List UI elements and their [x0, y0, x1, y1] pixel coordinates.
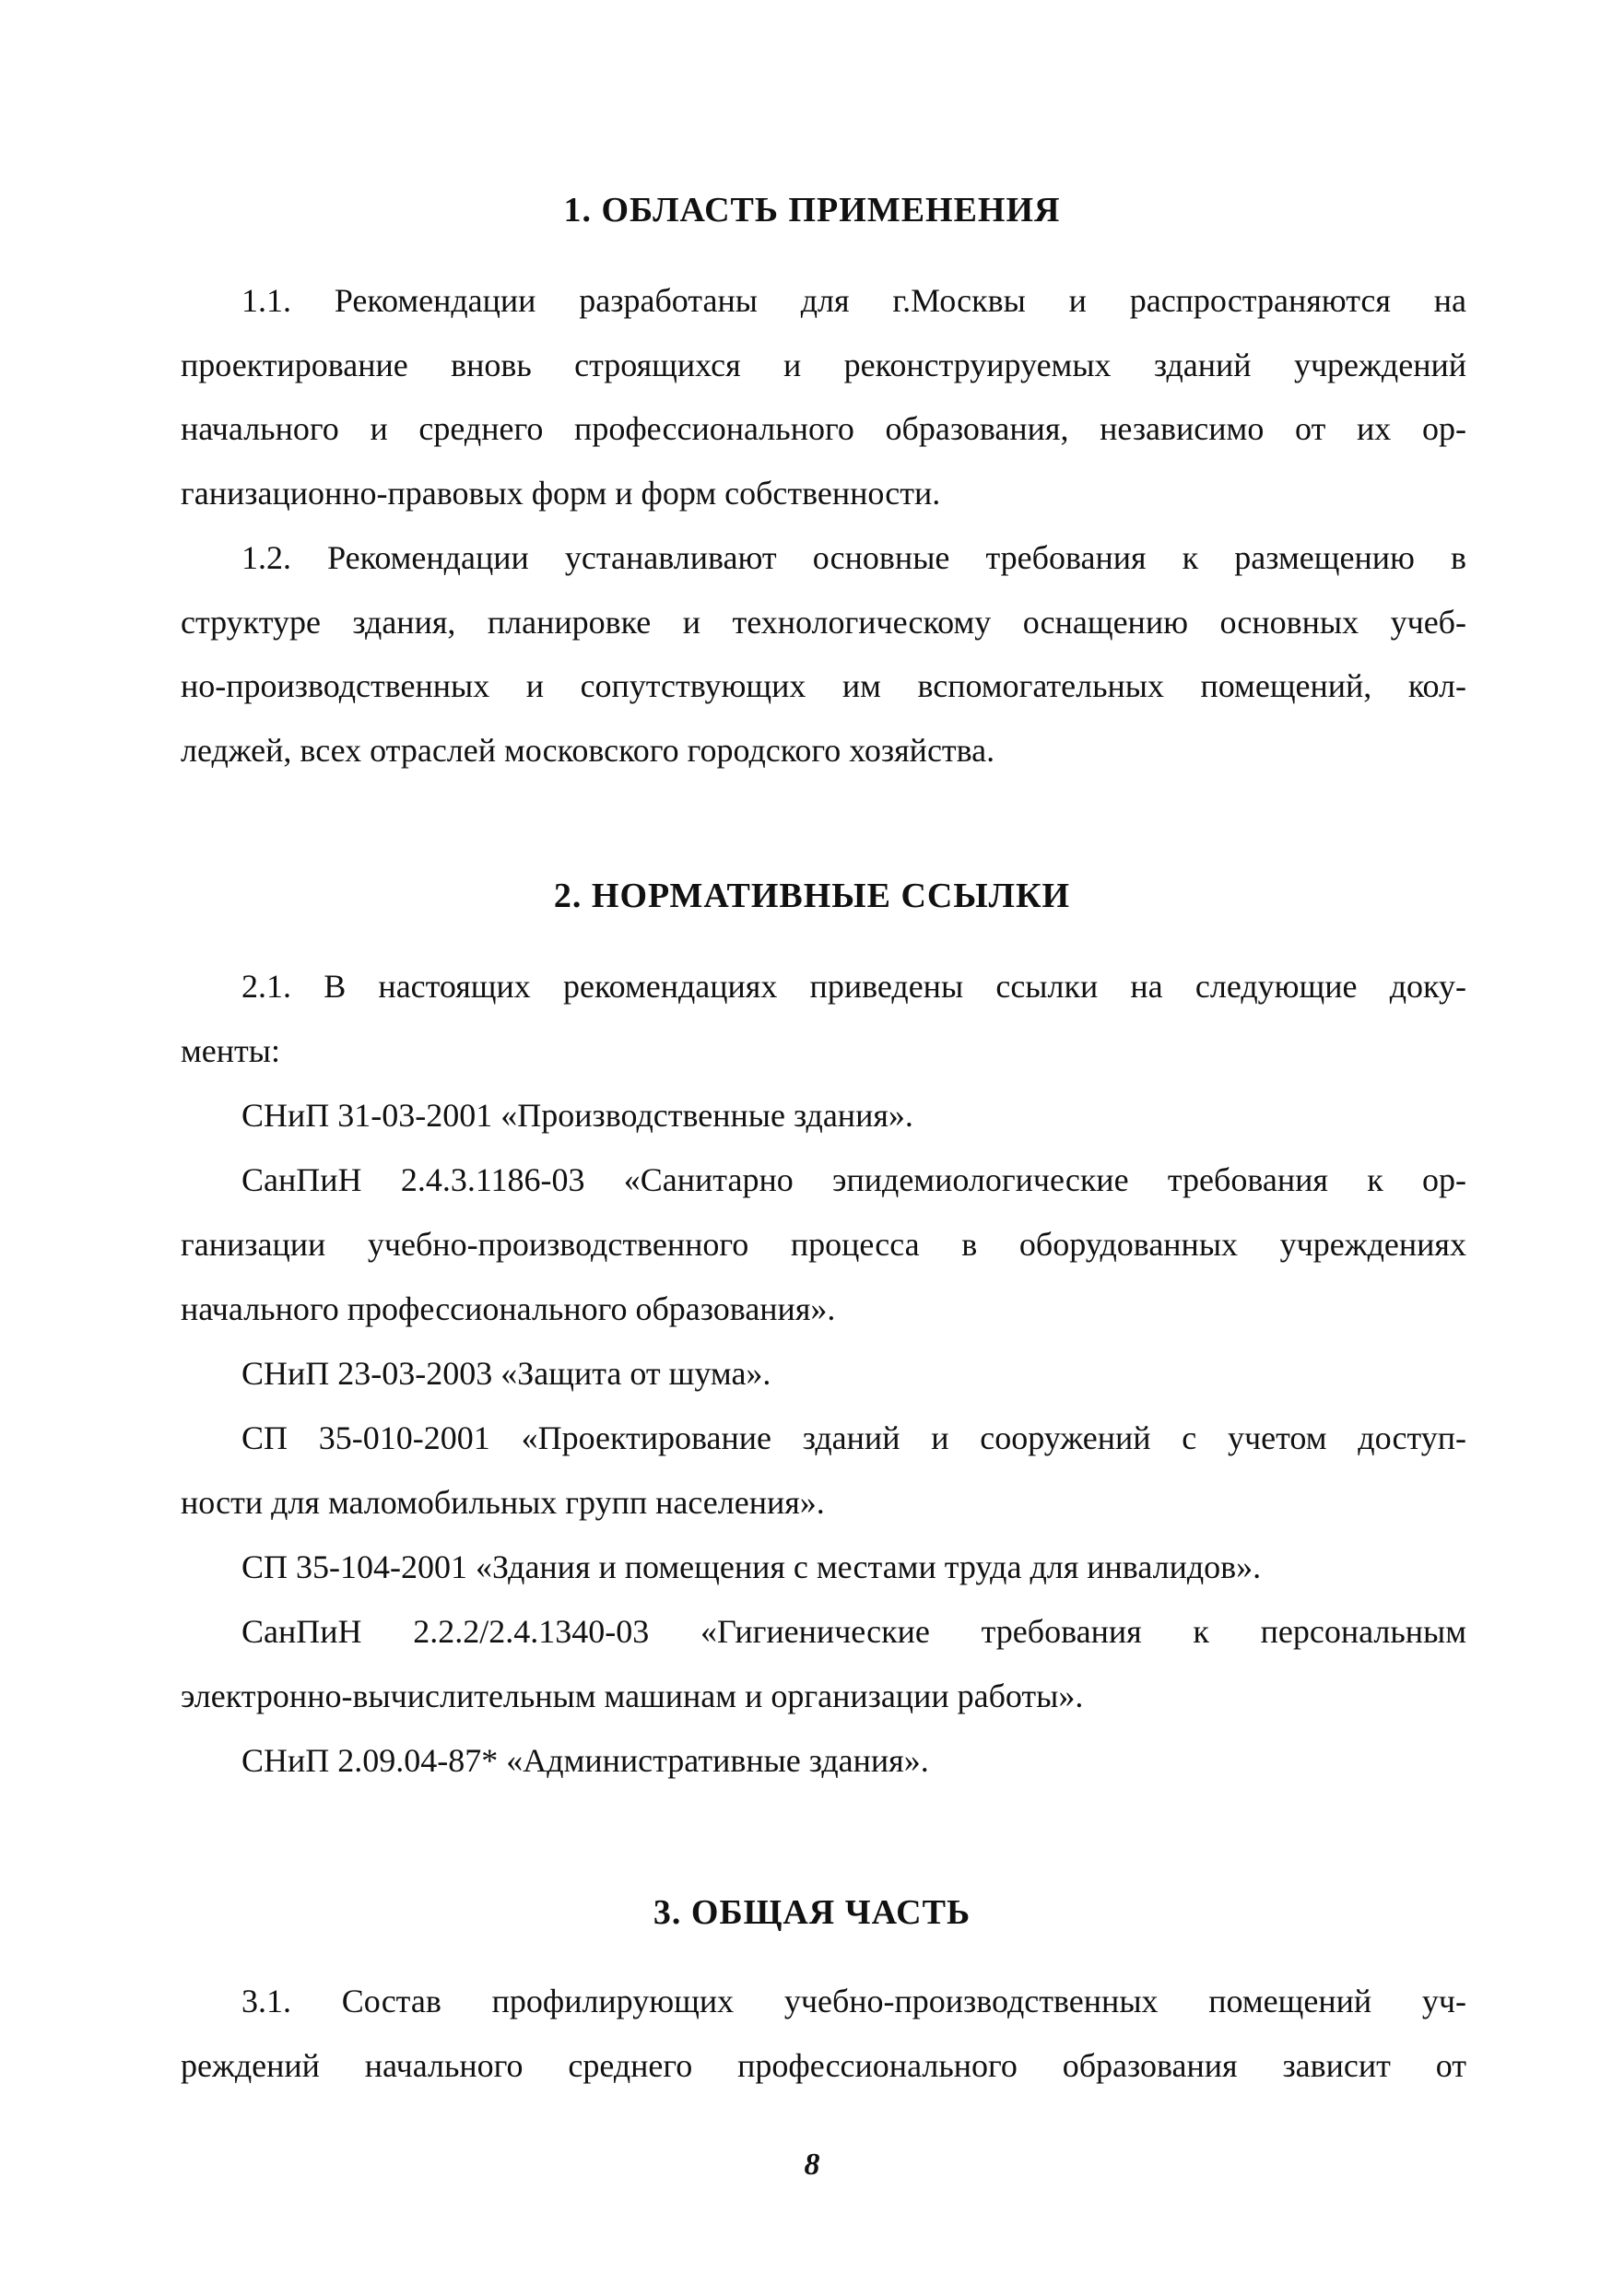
section-3-line-1: 3.1. Состав профилирующих учебно-производственных помещений уч- — [241, 1983, 1466, 2019]
section-2-line-4: СанПиН 2.4.3.1186-03 «Санитарно эпидемиологические требования к ор- — [241, 1161, 1466, 1198]
section-2-line-11: СанПиН 2.2.2/2.4.1340-03 «Гигиенические требования к персональным — [241, 1613, 1466, 1650]
section-1-heading: 1. ОБЛАСТЬ ПРИМЕНЕНИЯ — [563, 191, 1061, 230]
section-2-line-12: электронно-вычислительным машинам и организации работы». — [181, 1678, 1084, 1714]
section-2-line-2: менты: — [181, 1032, 280, 1069]
section-3-line-2: реждений начального среднего профессионального образования зависит от — [181, 2047, 1466, 2084]
section-1-line-4: ганизационно-правовых форм и форм собственности. — [181, 475, 941, 512]
section-1-line-8: леджей, всех отраслей московского городского хозяйства. — [181, 732, 995, 769]
section-1-line-3: начального и среднего профессионального образования, независимо от их ор- — [181, 410, 1466, 447]
section-1-line-5: 1.2. Рекомендации устанавливают основные требования к размещению в — [241, 539, 1466, 576]
section-2-line-8: СП 35-010-2001 «Проектирование зданий и сооружений с учетом доступ- — [241, 1419, 1466, 1456]
section-2-line-9: ности для маломобильных групп населения». — [181, 1484, 825, 1521]
section-1-line-7: но-производственных и сопутствующих им вспомогательных помещений, кол- — [181, 667, 1466, 704]
section-2-heading: 2. НОРМАТИВНЫЕ ССЫЛКИ — [553, 877, 1071, 915]
section-2-line-5: ганизации учебно-производственного процесса в оборудованных учреждениях — [181, 1226, 1466, 1263]
section-3-heading: 3. ОБЩАЯ ЧАСТЬ — [653, 1893, 971, 1932]
section-1-line-2: проектирование вновь строящихся и реконструируемых зданий учреждений — [181, 347, 1466, 383]
section-2-line-3: СНиП 31-03-2001 «Производственные здания». — [241, 1097, 913, 1134]
page-number: 8 — [804, 2148, 820, 2182]
section-2-line-1: 2.1. В настоящих рекомендациях приведены ссылки на следующие доку- — [241, 968, 1466, 1005]
section-1-line-6: структуре здания, планировке и технологическому оснащению основных учеб- — [181, 604, 1466, 641]
section-2-line-13: СНиП 2.09.04-87* «Административные здания». — [241, 1742, 929, 1779]
section-1-line-1: 1.1. Рекомендации разработаны для г.Москвы и распространяются на — [241, 282, 1466, 319]
section-2-line-7: СНиП 23-03-2003 «Защита от шума». — [241, 1355, 771, 1392]
section-2-line-6: начального профессионального образования». — [181, 1290, 836, 1327]
section-2-line-10: СП 35-104-2001 «Здания и помещения с местами труда для инвалидов». — [241, 1548, 1262, 1585]
